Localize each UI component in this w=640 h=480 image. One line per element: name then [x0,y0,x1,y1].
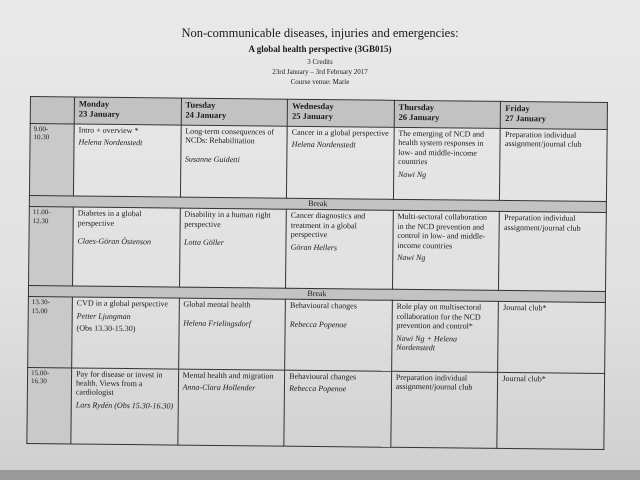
schedule-table [26,96,608,450]
session-cell: Diabetes in a global perspective Claes-Göran Östenson [73,207,180,287]
corner-cell [30,97,74,124]
session-cell: Journal club* [498,302,605,373]
day-header-wednesday: Wednesday 25 January [287,99,394,127]
day-header-friday: Friday 27 January [501,101,608,129]
break-label: Break [28,285,605,302]
monitor-bezel [0,470,640,480]
session-cell: Preparation individual assignment/journal club [391,371,498,449]
session-cell: Mental health and migration Anna-Clara Hollender [177,369,284,447]
day-header-thursday: Thursday 26 January [394,100,501,128]
break-label: Break [29,196,606,213]
session-cell: Preparation individual assignment/journal club [499,212,606,292]
credits-line: 3 Credits [307,58,333,66]
session-cell: Cancer diagnostics and treatment in a global perspective Göran Hellers [286,210,393,290]
session-cell: Pay for disease or invest in health. Views from a cardiologist Lars Rydén (Obs 15.30-16.30) [71,367,178,445]
session-cell: Disability in a human right perspective Lotta Göller [179,209,286,289]
slot-row [27,367,605,449]
venue-line: Course venue: Marie [290,78,350,86]
slot-row [29,123,607,201]
time-cell: 11.00- 12.30 [29,207,74,286]
session-cell: Cancer in a global perspective Helena Nordenstedt [287,126,394,199]
session-cell: Global mental health Helena Frielingsdorf [178,298,285,369]
day-header-tuesday: Tuesday 24 January [181,98,288,126]
session-cell: Intro + overview * Helena Nordenstedt [73,124,180,197]
session-cell: Preparation individual assignment/journal club [500,128,607,201]
slot-row [28,297,606,373]
session-cell: Role play on multisectoral collaboration for the NCD prevention and control* Nawi Ng + Helena Nordenstedt [391,301,498,372]
slot-row [29,207,607,292]
day-header-monday: Monday 23 January [74,97,181,125]
time-cell: 15.00- 16.30 [27,367,72,444]
session-cell: Behavioural changes Rebecca Popenoe [285,300,392,371]
time-cell: 13.30- 15.00 [28,297,73,368]
session-cell: CVD in a global perspective Petter Ljungman (Obs 13.30-15.30) [72,297,179,368]
document-title: Non-communicable diseases, injuries and emergencies: [181,26,459,40]
session-cell: The emerging of NCD and health system responses in low- and middle-income countries Nawi Ng [393,127,500,200]
document-subtitle: A global health perspective (3GB015) [248,44,392,54]
session-cell: Behavioural changes Rebecca Popenoe [284,370,391,448]
dates-line: 23rd January – 3rd February 2017 [272,68,368,76]
session-cell: Journal club* [497,372,604,450]
session-cell: Multi-sectoral collaboration in the NCD prevention and control in low- and middle-income countries Nawi Ng [392,211,499,291]
session-cell: Long-term consequences of NCDs: Rehabilitation Susanne Guidetti [180,125,287,198]
time-cell: 9.00- 10.30 [29,123,74,196]
